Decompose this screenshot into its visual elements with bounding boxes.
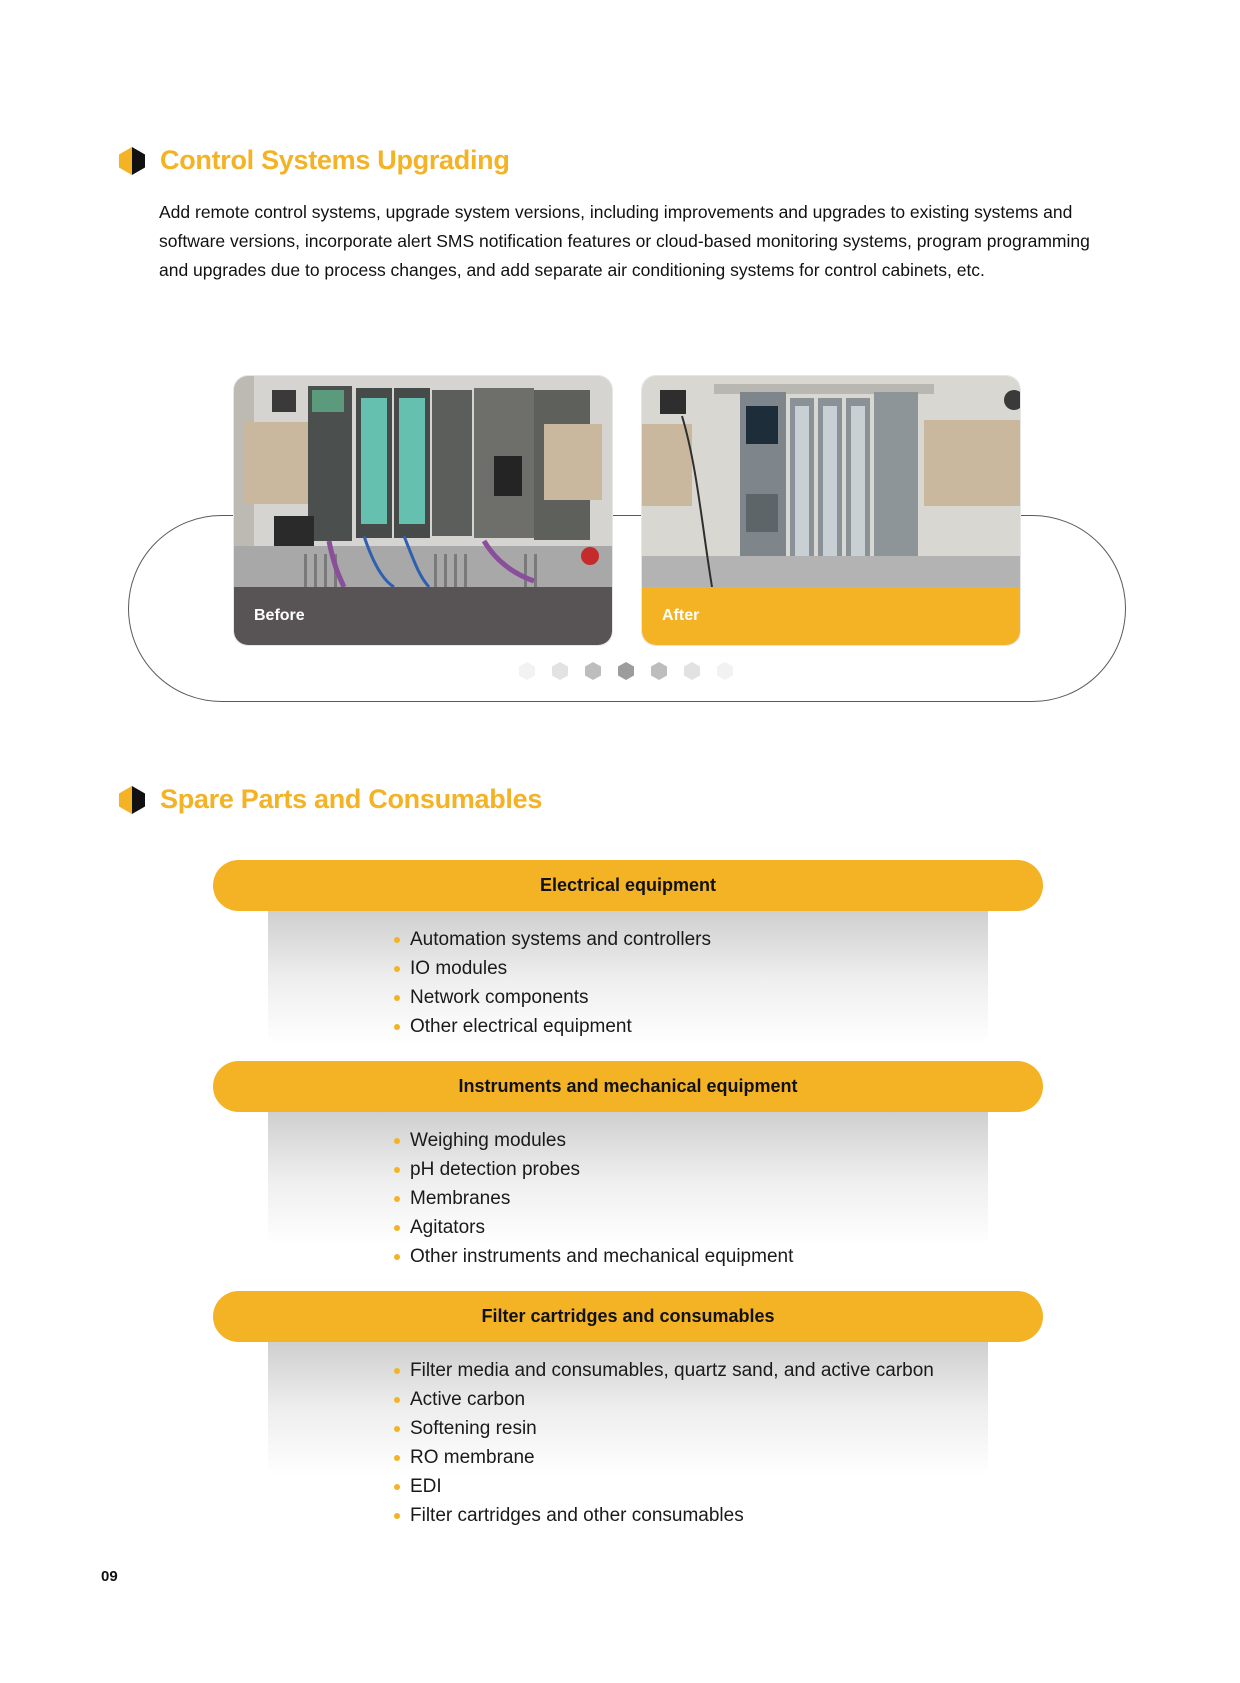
hexagon-bullet-icon — [118, 785, 146, 815]
pagination-dot[interactable] — [584, 662, 602, 680]
pagination-dot[interactable] — [650, 662, 668, 680]
spare-section-title: Spare Parts and Consumables — [160, 784, 543, 814]
list-item: IO modules — [393, 954, 711, 983]
list-item: Other electrical equipment — [393, 1012, 711, 1041]
pagination-dot[interactable] — [683, 662, 701, 680]
list-item: Other instruments and mechanical equipment — [393, 1242, 793, 1271]
category-list-electrical — [393, 925, 711, 1041]
pagination-dot[interactable] — [518, 662, 536, 680]
list-item: Automation systems and controllers — [393, 925, 711, 954]
list-item: EDI — [393, 1472, 934, 1501]
pagination-dot[interactable] — [551, 662, 569, 680]
list-item: Membranes — [393, 1184, 793, 1213]
category-header-instruments: Instruments and mechanical equipment — [213, 1061, 1043, 1112]
after-plc-photo — [642, 376, 1020, 587]
control-section-body: Add remote control systems, upgrade system versions, including improvements and upgrades to existing systems and software versions, incorporate alert SMS notification features or cloud-based monitoring systems, program programming and upgrades due to process changes, and add separate air conditioning systems for control cabinets, etc. — [159, 202, 1090, 280]
before-card — [234, 376, 612, 645]
before-plc-photo — [234, 376, 612, 587]
list-item: Weighing modules — [393, 1126, 793, 1155]
page-number: 09 — [101, 1568, 118, 1585]
category-header-electrical: Electrical equipment — [213, 860, 1043, 911]
category-header-filters: Filter cartridges and consumables — [213, 1291, 1043, 1342]
pagination-dot-active[interactable] — [617, 662, 635, 680]
after-card — [642, 376, 1020, 645]
carousel-pagination — [518, 662, 734, 680]
list-item: Agitators — [393, 1213, 793, 1242]
hexagon-bullet-icon — [118, 146, 146, 176]
list-item: Network components — [393, 983, 711, 1012]
category-list-filters — [393, 1356, 934, 1530]
list-item: RO membrane — [393, 1443, 934, 1472]
list-item: Softening resin — [393, 1414, 934, 1443]
after-caption: After — [642, 587, 1020, 645]
before-caption: Before — [234, 587, 612, 645]
list-item: Filter media and consumables, quartz sand, and active carbon — [393, 1356, 934, 1385]
list-item: Filter cartridges and other consumables — [393, 1501, 934, 1530]
spare-section-heading — [118, 784, 542, 815]
control-section-title: Control Systems Upgrading — [160, 145, 510, 175]
list-item: pH detection probes — [393, 1155, 793, 1184]
pagination-dot[interactable] — [716, 662, 734, 680]
category-list-instruments — [393, 1126, 793, 1271]
list-item: Active carbon — [393, 1385, 934, 1414]
control-section-heading — [118, 145, 510, 176]
